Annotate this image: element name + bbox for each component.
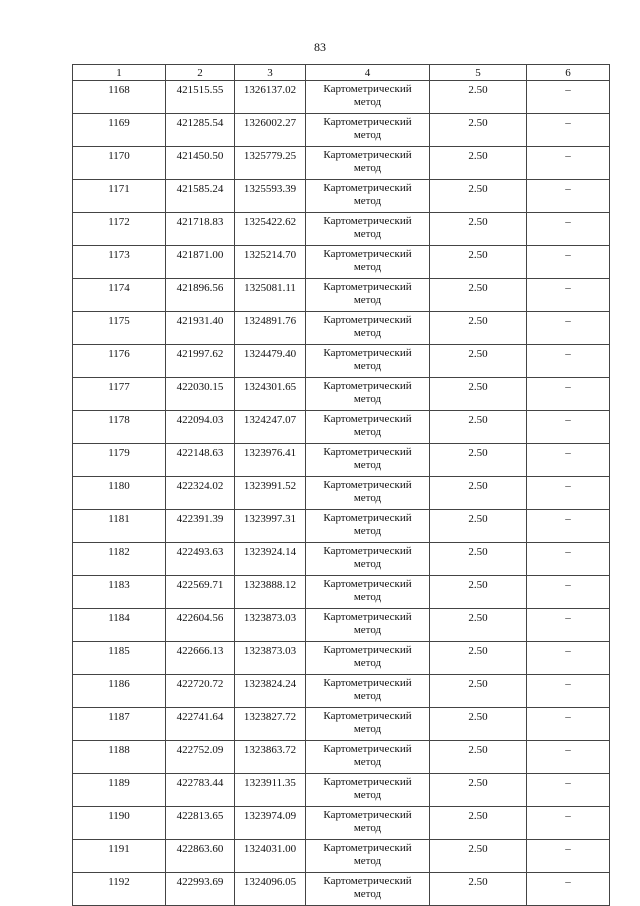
note-cell: –	[527, 444, 610, 477]
table-row	[73, 774, 610, 807]
accuracy-cell: 2.50	[430, 477, 527, 510]
method-line-2: метод	[353, 195, 382, 207]
accuracy-cell: 2.50	[430, 807, 527, 840]
note-cell: –	[527, 147, 610, 180]
table-row	[73, 345, 610, 378]
method-cell	[306, 741, 430, 774]
method-cell	[306, 807, 430, 840]
method-cell	[306, 279, 430, 312]
method-line-2: метод	[353, 162, 382, 174]
point-number-cell: 1191	[73, 840, 166, 873]
table-row	[73, 807, 610, 840]
point-number-cell: 1189	[73, 774, 166, 807]
x-coordinate-cell: 422324.02	[166, 477, 235, 510]
table-row	[73, 576, 610, 609]
point-number-cell: 1190	[73, 807, 166, 840]
accuracy-cell: 2.50	[430, 279, 527, 312]
accuracy-cell: 2.50	[430, 642, 527, 675]
point-number-cell: 1178	[73, 411, 166, 444]
header-cell: 6	[527, 65, 610, 81]
point-number-cell: 1192	[73, 873, 166, 906]
y-coordinate-cell: 1323976.41	[235, 444, 306, 477]
method-cell	[306, 609, 430, 642]
point-number-cell: 1172	[73, 213, 166, 246]
x-coordinate-cell: 422030.15	[166, 378, 235, 411]
table-row	[73, 246, 610, 279]
note-cell: –	[527, 807, 610, 840]
method-cell	[306, 576, 430, 609]
point-number-cell: 1173	[73, 246, 166, 279]
y-coordinate-cell: 1323873.03	[235, 609, 306, 642]
header-cell: 4	[306, 65, 430, 81]
accuracy-cell: 2.50	[430, 510, 527, 543]
header-cell: 3	[235, 65, 306, 81]
note-cell: –	[527, 609, 610, 642]
table-row	[73, 642, 610, 675]
x-coordinate-cell: 422720.72	[166, 675, 235, 708]
y-coordinate-cell: 1323827.72	[235, 708, 306, 741]
coordinates-table	[72, 64, 610, 906]
method-line-2: метод	[353, 426, 382, 438]
method-cell	[306, 477, 430, 510]
table-row	[73, 312, 610, 345]
table-row	[73, 477, 610, 510]
method-line-2: метод	[353, 888, 382, 900]
method-line-2: метод	[353, 789, 382, 801]
x-coordinate-cell: 422666.13	[166, 642, 235, 675]
header-cell: 1	[73, 65, 166, 81]
method-line-1: Картометрический	[323, 677, 412, 689]
accuracy-cell: 2.50	[430, 543, 527, 576]
note-cell: –	[527, 378, 610, 411]
method-line-2: метод	[353, 690, 382, 702]
accuracy-cell: 2.50	[430, 114, 527, 147]
header-cell: 2	[166, 65, 235, 81]
method-line-1: Картометрический	[323, 347, 412, 359]
note-cell: –	[527, 345, 610, 378]
point-number-cell: 1171	[73, 180, 166, 213]
point-number-cell: 1186	[73, 675, 166, 708]
note-cell: –	[527, 81, 610, 114]
table-row	[73, 840, 610, 873]
method-cell	[306, 774, 430, 807]
method-line-1: Картометрический	[323, 380, 412, 392]
x-coordinate-cell: 422863.60	[166, 840, 235, 873]
note-cell: –	[527, 873, 610, 906]
y-coordinate-cell: 1323824.24	[235, 675, 306, 708]
x-coordinate-cell: 422813.65	[166, 807, 235, 840]
header-row	[73, 65, 610, 81]
method-line-2: метод	[353, 822, 382, 834]
y-coordinate-cell: 1325214.70	[235, 246, 306, 279]
method-cell	[306, 873, 430, 906]
method-line-2: метод	[353, 855, 382, 867]
method-line-2: метод	[353, 261, 382, 273]
x-coordinate-cell: 422094.03	[166, 411, 235, 444]
x-coordinate-cell: 422391.39	[166, 510, 235, 543]
method-cell	[306, 246, 430, 279]
method-line-1: Картометрический	[323, 809, 412, 821]
x-coordinate-cell: 421515.55	[166, 81, 235, 114]
method-line-2: метод	[353, 558, 382, 570]
table-row	[73, 609, 610, 642]
y-coordinate-cell: 1323924.14	[235, 543, 306, 576]
method-cell	[306, 543, 430, 576]
accuracy-cell: 2.50	[430, 741, 527, 774]
method-cell	[306, 708, 430, 741]
y-coordinate-cell: 1323888.12	[235, 576, 306, 609]
x-coordinate-cell: 422741.64	[166, 708, 235, 741]
method-line-1: Картометрический	[323, 512, 412, 524]
note-cell: –	[527, 246, 610, 279]
note-cell: –	[527, 576, 610, 609]
method-cell	[306, 147, 430, 180]
y-coordinate-cell: 1324891.76	[235, 312, 306, 345]
point-number-cell: 1183	[73, 576, 166, 609]
point-number-cell: 1169	[73, 114, 166, 147]
point-number-cell: 1182	[73, 543, 166, 576]
accuracy-cell: 2.50	[430, 840, 527, 873]
table-row	[73, 180, 610, 213]
point-number-cell: 1174	[73, 279, 166, 312]
accuracy-cell: 2.50	[430, 708, 527, 741]
y-coordinate-cell: 1323863.72	[235, 741, 306, 774]
method-line-2: метод	[353, 756, 382, 768]
method-line-1: Картометрический	[323, 578, 412, 590]
table-row	[73, 279, 610, 312]
y-coordinate-cell: 1323991.52	[235, 477, 306, 510]
x-coordinate-cell: 422148.63	[166, 444, 235, 477]
table-row	[73, 81, 610, 114]
point-number-cell: 1188	[73, 741, 166, 774]
point-number-cell: 1184	[73, 609, 166, 642]
method-cell	[306, 213, 430, 246]
table-row	[73, 510, 610, 543]
method-line-1: Картометрический	[323, 479, 412, 491]
method-line-2: метод	[353, 591, 382, 603]
method-line-1: Картометрический	[323, 116, 412, 128]
accuracy-cell: 2.50	[430, 312, 527, 345]
x-coordinate-cell: 421931.40	[166, 312, 235, 345]
table-row	[73, 675, 610, 708]
header-cell: 5	[430, 65, 527, 81]
method-line-1: Картометрический	[323, 413, 412, 425]
x-coordinate-cell: 421718.83	[166, 213, 235, 246]
table-row	[73, 114, 610, 147]
x-coordinate-cell: 421585.24	[166, 180, 235, 213]
x-coordinate-cell: 421997.62	[166, 345, 235, 378]
method-line-1: Картометрический	[323, 215, 412, 227]
accuracy-cell: 2.50	[430, 81, 527, 114]
method-cell	[306, 840, 430, 873]
table-row	[73, 213, 610, 246]
method-line-2: метод	[353, 657, 382, 669]
y-coordinate-cell: 1326002.27	[235, 114, 306, 147]
y-coordinate-cell: 1324301.65	[235, 378, 306, 411]
note-cell: –	[527, 279, 610, 312]
method-cell	[306, 312, 430, 345]
method-cell	[306, 81, 430, 114]
method-line-2: метод	[353, 393, 382, 405]
method-line-1: Картометрический	[323, 182, 412, 194]
method-line-2: метод	[353, 327, 382, 339]
note-cell: –	[527, 642, 610, 675]
accuracy-cell: 2.50	[430, 213, 527, 246]
x-coordinate-cell: 422783.44	[166, 774, 235, 807]
method-cell	[306, 345, 430, 378]
method-line-2: метод	[353, 360, 382, 372]
y-coordinate-cell: 1326137.02	[235, 81, 306, 114]
x-coordinate-cell: 422752.09	[166, 741, 235, 774]
method-line-2: метод	[353, 228, 382, 240]
point-number-cell: 1181	[73, 510, 166, 543]
table-row	[73, 147, 610, 180]
table-row	[73, 741, 610, 774]
x-coordinate-cell: 421871.00	[166, 246, 235, 279]
method-cell	[306, 411, 430, 444]
x-coordinate-cell: 422493.63	[166, 543, 235, 576]
method-line-1: Картометрический	[323, 743, 412, 755]
method-line-2: метод	[353, 723, 382, 735]
y-coordinate-cell: 1325422.62	[235, 213, 306, 246]
y-coordinate-cell: 1324096.05	[235, 873, 306, 906]
method-line-1: Картометрический	[323, 149, 412, 161]
point-number-cell: 1168	[73, 81, 166, 114]
accuracy-cell: 2.50	[430, 873, 527, 906]
y-coordinate-cell: 1325593.39	[235, 180, 306, 213]
note-cell: –	[527, 675, 610, 708]
method-line-2: метод	[353, 624, 382, 636]
accuracy-cell: 2.50	[430, 444, 527, 477]
y-coordinate-cell: 1323997.31	[235, 510, 306, 543]
note-cell: –	[527, 180, 610, 213]
x-coordinate-cell: 422993.69	[166, 873, 235, 906]
method-line-2: метод	[353, 459, 382, 471]
x-coordinate-cell: 422569.71	[166, 576, 235, 609]
method-cell	[306, 675, 430, 708]
method-cell	[306, 378, 430, 411]
note-cell: –	[527, 114, 610, 147]
x-coordinate-cell: 421285.54	[166, 114, 235, 147]
table-row	[73, 708, 610, 741]
note-cell: –	[527, 213, 610, 246]
point-number-cell: 1170	[73, 147, 166, 180]
method-cell	[306, 510, 430, 543]
table-row	[73, 444, 610, 477]
x-coordinate-cell: 422604.56	[166, 609, 235, 642]
method-cell	[306, 444, 430, 477]
method-line-1: Картометрический	[323, 776, 412, 788]
y-coordinate-cell: 1323911.35	[235, 774, 306, 807]
method-line-1: Картометрический	[323, 710, 412, 722]
y-coordinate-cell: 1324479.40	[235, 345, 306, 378]
method-cell	[306, 180, 430, 213]
note-cell: –	[527, 510, 610, 543]
note-cell: –	[527, 543, 610, 576]
method-line-2: метод	[353, 294, 382, 306]
method-line-2: метод	[353, 525, 382, 537]
method-line-1: Картометрический	[323, 644, 412, 656]
point-number-cell: 1175	[73, 312, 166, 345]
method-line-1: Картометрический	[323, 611, 412, 623]
accuracy-cell: 2.50	[430, 246, 527, 279]
point-number-cell: 1185	[73, 642, 166, 675]
accuracy-cell: 2.50	[430, 147, 527, 180]
x-coordinate-cell: 421450.50	[166, 147, 235, 180]
y-coordinate-cell: 1323974.09	[235, 807, 306, 840]
accuracy-cell: 2.50	[430, 774, 527, 807]
accuracy-cell: 2.50	[430, 576, 527, 609]
point-number-cell: 1176	[73, 345, 166, 378]
method-line-1: Картометрический	[323, 83, 412, 95]
y-coordinate-cell: 1324031.00	[235, 840, 306, 873]
table-row	[73, 873, 610, 906]
method-cell	[306, 642, 430, 675]
method-line-2: метод	[353, 492, 382, 504]
accuracy-cell: 2.50	[430, 411, 527, 444]
point-number-cell: 1180	[73, 477, 166, 510]
accuracy-cell: 2.50	[430, 378, 527, 411]
method-line-2: метод	[353, 129, 382, 141]
method-line-1: Картометрический	[323, 446, 412, 458]
note-cell: –	[527, 774, 610, 807]
point-number-cell: 1177	[73, 378, 166, 411]
accuracy-cell: 2.50	[430, 180, 527, 213]
method-line-1: Картометрический	[323, 875, 412, 887]
accuracy-cell: 2.50	[430, 609, 527, 642]
note-cell: –	[527, 708, 610, 741]
accuracy-cell: 2.50	[430, 675, 527, 708]
y-coordinate-cell: 1324247.07	[235, 411, 306, 444]
table-row	[73, 543, 610, 576]
note-cell: –	[527, 312, 610, 345]
method-line-2: метод	[353, 96, 382, 108]
page-number: 83	[314, 40, 326, 54]
table-row	[73, 411, 610, 444]
y-coordinate-cell: 1325081.11	[235, 279, 306, 312]
y-coordinate-cell: 1323873.03	[235, 642, 306, 675]
y-coordinate-cell: 1325779.25	[235, 147, 306, 180]
accuracy-cell: 2.50	[430, 345, 527, 378]
method-line-1: Картометрический	[323, 314, 412, 326]
note-cell: –	[527, 411, 610, 444]
point-number-cell: 1179	[73, 444, 166, 477]
point-number-cell: 1187	[73, 708, 166, 741]
method-line-1: Картометрический	[323, 842, 412, 854]
table-row	[73, 378, 610, 411]
note-cell: –	[527, 741, 610, 774]
method-line-1: Картометрический	[323, 248, 412, 260]
x-coordinate-cell: 421896.56	[166, 279, 235, 312]
method-line-1: Картометрический	[323, 545, 412, 557]
note-cell: –	[527, 840, 610, 873]
method-line-1: Картометрический	[323, 281, 412, 293]
method-cell	[306, 114, 430, 147]
note-cell: –	[527, 477, 610, 510]
